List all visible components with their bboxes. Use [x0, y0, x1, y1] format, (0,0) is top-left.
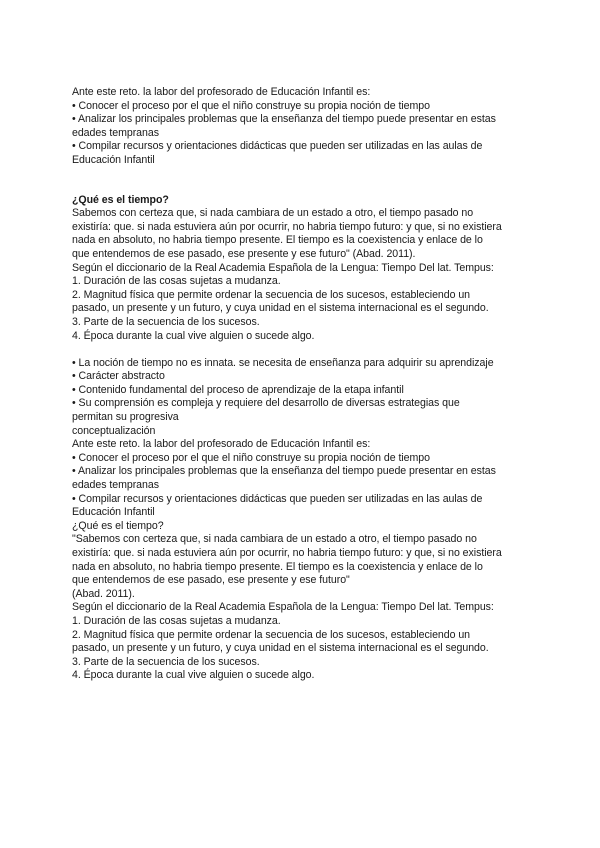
paragraph-line: que entendemos de ese pasado, ese presente y ese futuro" [72, 574, 350, 587]
definition-item: 3. Parte de la secuencia de los sucesos. [72, 315, 260, 328]
bullet-item: • Carácter abstracto [72, 370, 165, 383]
definition-item: 3. Parte de la secuencia de los sucesos. [72, 655, 260, 668]
definition-item: 2. Magnitud física que permite ordenar la secuencia de los sucesos, estableciendo un [72, 288, 471, 301]
section-heading: ¿Qué es el tiempo? [72, 193, 169, 206]
bullet-item-cont: permitan su progresiva [72, 411, 179, 424]
paragraph-line: Según el diccionario de la Real Academia Española de la Lengua: Tiempo Del lat. Tempus: [72, 261, 494, 274]
definition-item-cont: pasado, un presente y un futuro, y cuya unidad en el sistema internacional es el segundo. [72, 302, 489, 315]
paragraph-line: nada en absoluto, no habria tiempo presente. El tiempo es la coexistencia y enlace de lo [72, 234, 483, 247]
bullet-item: • Compilar recursos y orientaciones didácticas que pueden ser utilizadas en las aulas de [72, 140, 483, 153]
definition-item: 1. Duración de las cosas sujetas a mudanza. [72, 275, 281, 288]
definition-item: 2. Magnitud física que permite ordenar la secuencia de los sucesos, estableciendo un [72, 628, 471, 641]
bullet-item: • Contenido fundamental del proceso de aprendizaje de la etapa infantil [72, 383, 404, 396]
bullet-item-cont: conceptualización [72, 424, 156, 437]
definition-item-cont: pasado, un presente y un futuro, y cuya unidad en el sistema internacional es el segundo. [72, 642, 489, 655]
bullet-item: • Compilar recursos y orientaciones didácticas que pueden ser utilizadas en las aulas de [72, 492, 483, 505]
document-page [72, 86, 532, 683]
section-que-es-el-tiempo [72, 194, 532, 344]
paragraph-line: existiría: que. si nada estuviera aún por ocurrir, no habria tiempo futuro: y que, si no existiera [72, 220, 502, 233]
bullet-item: • Analizar los principales problemas que la enseñanza del tiempo puede presentar en estas [72, 465, 496, 478]
definition-item: 4. Época durante la cual vive alguien o sucede algo. [72, 329, 315, 342]
paragraph-line: existiría: que. si nada estuviera aún por ocurrir, no habria tiempo futuro: y que, si no existiera [72, 547, 502, 559]
bullet-item-cont: edades tempranas [72, 126, 159, 139]
section-intro [72, 86, 532, 168]
bullet-item: • Su comprensión es compleja y requiere del desarrollo de diversas estrategias que [72, 397, 460, 410]
paragraph-line: Según el diccionario de la Real Academia Española de la Lengua: Tiempo Del lat. Tempus: [72, 601, 494, 614]
bullet-item: • Conocer el proceso por el que el niño construye su propia noción de tiempo [72, 99, 430, 112]
definition-item: 4. Época durante la cual vive alguien o sucede algo. [72, 669, 315, 682]
section-notes [72, 357, 532, 683]
intro-text: Ante este reto. la labor del profesorado de Educación Infantil es: [72, 438, 371, 451]
bullet-item-cont: Educación Infantil [72, 153, 155, 166]
bullet-item: • Conocer el proceso por el que el niño construye su propia noción de tiempo [72, 451, 430, 464]
paragraph-line: que entendemos de ese pasado, ese presente y ese futuro" (Abad. 2011). [72, 247, 416, 260]
paragraph-line: "Sabemos con certeza que, si nada cambiara de un estado a otro, el tiempo pasado no [72, 533, 477, 546]
citation-line: (Abad. 2011). [72, 587, 135, 600]
bullet-item-cont: edades tempranas [72, 479, 159, 492]
bullet-item: • Analizar los principales problemas que la enseñanza del tiempo puede presentar en estas [72, 113, 496, 126]
bullet-item: • La noción de tiempo no es innata. se necesita de enseñanza para adquirir su aprendizaje [72, 356, 494, 369]
bullet-item-cont: Educación Infantil [72, 506, 155, 519]
intro-text: Ante este reto. la labor del profesorado de Educación Infantil es: [72, 86, 371, 98]
definition-item: 1. Duración de las cosas sujetas a mudanza. [72, 614, 281, 627]
paragraph-line: nada en absoluto, no habria tiempo presente. El tiempo es la coexistencia y enlace de lo [72, 560, 483, 573]
question-line: ¿Qué es el tiempo? [72, 519, 164, 532]
paragraph-line: Sabemos con certeza que, si nada cambiara de un estado a otro, el tiempo pasado no [72, 207, 474, 220]
